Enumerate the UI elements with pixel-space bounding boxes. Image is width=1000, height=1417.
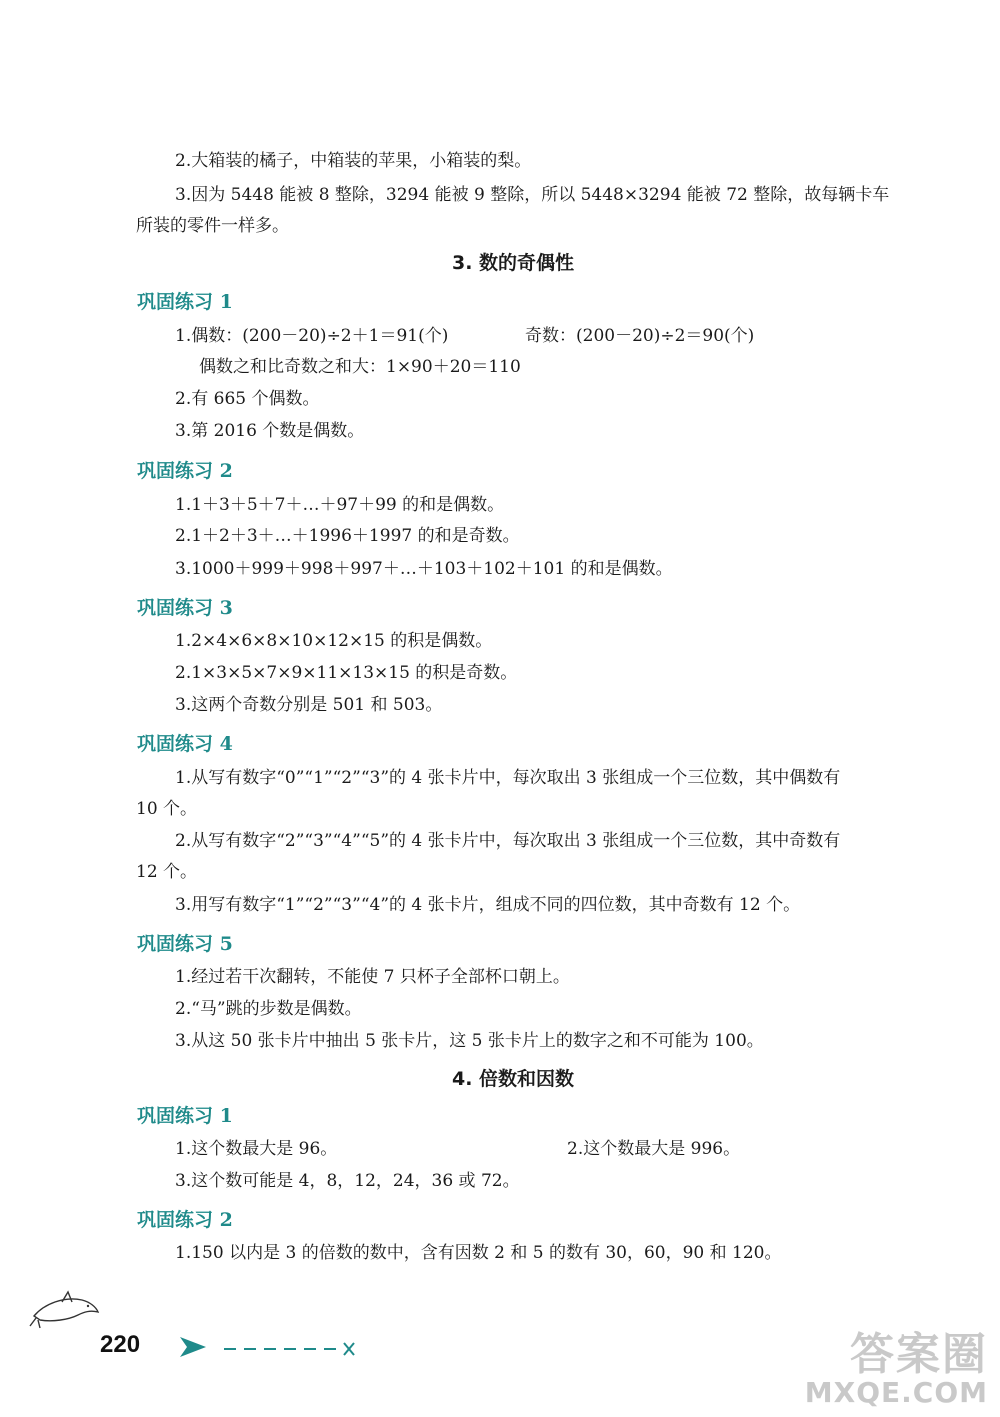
answer-line: 所装的零件一样多。 xyxy=(136,216,289,236)
answer-line: 10 个。 xyxy=(136,799,198,819)
exercise-heading: 巩固练习 2 xyxy=(137,460,233,482)
answer-line: 1.这个数最大是 96。 xyxy=(175,1139,338,1159)
answer-line: 3.1000＋999＋998＋997＋…＋103＋102＋101 的和是偶数。 xyxy=(175,559,673,579)
answer-line: 2.“马”跳的步数是偶数。 xyxy=(175,999,362,1019)
answer-line: 3.这两个奇数分别是 501 和 503。 xyxy=(175,695,443,715)
exercise-heading: 巩固练习 4 xyxy=(137,733,233,755)
answer-line: 1.2×4×6×8×10×12×15 的积是偶数。 xyxy=(175,631,493,651)
dolphin-icon xyxy=(28,1282,103,1332)
answer-line: 1.150 以内是 3 的倍数的数中，含有因数 2 和 5 的数有 30，60，90 和 120。 xyxy=(175,1243,782,1263)
answer-line: 1.偶数：(200－20)÷2＋1＝91(个) xyxy=(175,326,449,346)
answer-line: 2.从写有数字“2”“3”“4”“5”的 4 张卡片中，每次取出 3 张组成一个三位数，其中奇数有 xyxy=(175,831,841,851)
answer-line: 偶数之和比奇数之和大：1×90＋20＝110 xyxy=(199,357,521,377)
answer-line: 3.第 2016 个数是偶数。 xyxy=(175,421,365,441)
answer-line: 2.1＋2＋3＋…＋1996＋1997 的和是奇数。 xyxy=(175,526,520,546)
watermark xyxy=(804,1329,988,1409)
watermark-title: 答案圈 xyxy=(850,1329,988,1380)
answer-line: 2.大箱装的橘子，中箱装的苹果，小箱装的梨。 xyxy=(175,151,532,171)
watermark-url: MXQE.COM xyxy=(804,1376,988,1409)
section-title: 4. 倍数和因数 xyxy=(452,1068,575,1090)
answer-line: 2.有 665 个偶数。 xyxy=(175,389,320,409)
answer-line: 2.这个数最大是 996。 xyxy=(567,1139,741,1159)
answer-line: 12 个。 xyxy=(136,862,198,882)
answer-line: 3.用写有数字“1”“2”“3”“4”的 4 张卡片，组成不同的四位数，其中奇数有 12 个。 xyxy=(175,895,801,915)
exercise-heading: 巩固练习 3 xyxy=(137,597,233,619)
page-number: 220 xyxy=(100,1331,141,1358)
exercise-heading: 巩固练习 2 xyxy=(137,1209,233,1231)
answer-line: 1.从写有数字“0”“1”“2”“3”的 4 张卡片中，每次取出 3 张组成一个三位数，其中偶数有 xyxy=(175,768,841,788)
answer-line: 1.1＋3＋5＋7＋…＋97＋99 的和是偶数。 xyxy=(175,495,505,515)
answer-line: 3.这个数可能是 4，8，12，24，36 或 72。 xyxy=(175,1171,520,1191)
answer-line: 1.经过若干次翻转，不能使 7 只杯子全部杯口朝上。 xyxy=(175,967,570,987)
exercise-heading: 巩固练习 1 xyxy=(137,291,233,313)
answer-line: 3.因为 5448 能被 8 整除，3294 能被 9 整除，所以 5448×3294 能被 72 整除，故每辆卡车 xyxy=(175,185,890,205)
arrow-dash-decoration xyxy=(178,1335,368,1359)
answer-line: 2.1×3×5×7×9×11×13×15 的积是奇数。 xyxy=(175,663,518,683)
answer-line: 3.从这 50 张卡片中抽出 5 张卡片，这 5 张卡片上的数字之和不可能为 100。 xyxy=(175,1031,764,1051)
exercise-heading: 巩固练习 1 xyxy=(137,1105,233,1127)
section-title: 3. 数的奇偶性 xyxy=(452,252,575,274)
exercise-heading: 巩固练习 5 xyxy=(137,933,233,955)
answer-line: 奇数：(200－20)÷2＝90(个) xyxy=(525,326,755,346)
